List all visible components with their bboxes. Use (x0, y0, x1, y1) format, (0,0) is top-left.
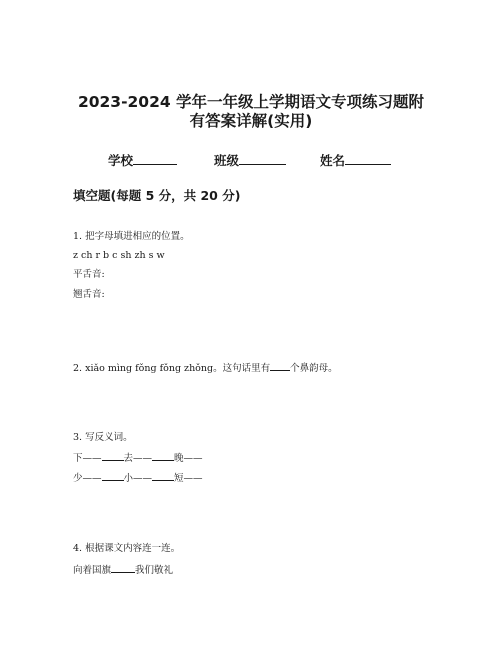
antonym-prompt: 下—— (73, 453, 102, 464)
antonym-prompt: 小—— (123, 473, 153, 484)
antonym-blank[interactable] (152, 470, 174, 481)
q4-line (73, 562, 173, 578)
q1-flat-tongue: 平舌音: (73, 269, 105, 280)
q4-stem: 4. 根据课文内容连一连。 (73, 543, 181, 554)
section-heading: 填空题(每题 5 分，共 20 分) (73, 188, 241, 203)
q4-text-after: 我们敬礼 (135, 565, 174, 576)
antonym-blank[interactable] (102, 450, 124, 461)
name-field (320, 150, 391, 169)
q4-text-before: 向着国旗 (73, 565, 112, 576)
q1-letters: z ch r b c sh zh s w (73, 250, 165, 261)
antonym-prompt: 短—— (174, 473, 203, 484)
student-info-row (0, 150, 502, 170)
q1-curled-tongue: 翘舌音: (73, 289, 105, 300)
q2-text-after: 个鼻韵母。 (290, 363, 338, 374)
q1-stem: 1. 把字母填进相应的位置。 (73, 231, 190, 242)
class-label: 班级 (214, 153, 240, 168)
antonym-blank[interactable] (102, 470, 124, 481)
name-blank[interactable] (345, 150, 391, 165)
school-label: 学校 (108, 153, 134, 168)
q4-blank[interactable] (111, 562, 135, 573)
antonym-prompt: 晚—— (174, 453, 203, 464)
document-title-line-1: 2023-2024 学年一年级上学期语文专项练习题附 (77, 93, 425, 111)
antonym-blank[interactable] (152, 450, 174, 461)
q3-row-2 (73, 470, 203, 486)
q2-line (73, 360, 338, 376)
q3-row-1 (73, 450, 203, 466)
name-label: 姓名 (320, 153, 346, 168)
q2-text-before: 2. xiǎo mìng fǒng fǒng zhǒng。这句话里有 (73, 363, 271, 374)
document-title-line-2: 有答案详解(实用) (189, 112, 313, 130)
school-field (108, 150, 177, 169)
antonym-prompt: 去—— (123, 453, 153, 464)
class-field (214, 150, 286, 169)
q2-blank[interactable] (270, 360, 290, 371)
antonym-prompt: 少—— (73, 473, 102, 484)
class-blank[interactable] (239, 150, 286, 165)
school-blank[interactable] (133, 150, 177, 165)
q3-stem: 3. 写反义词。 (73, 432, 133, 443)
